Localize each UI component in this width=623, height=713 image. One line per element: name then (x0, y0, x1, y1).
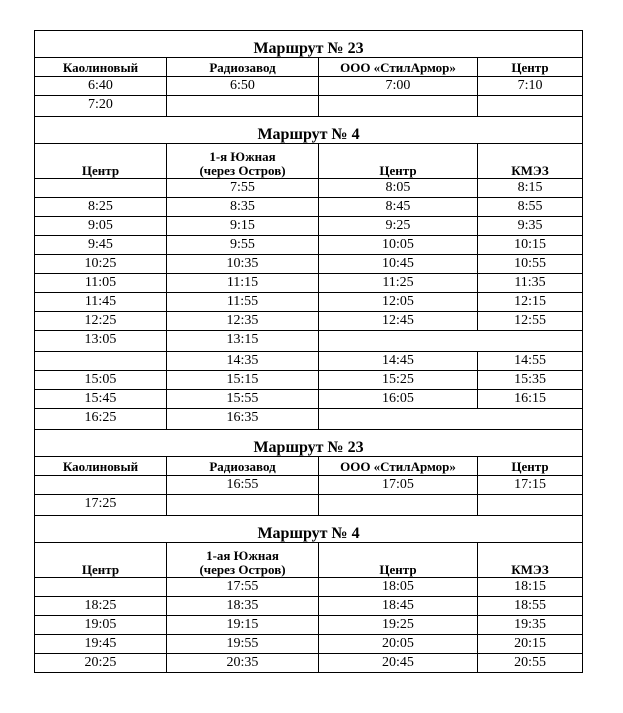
time-cell: 18:25 (35, 597, 167, 616)
time-cell: 7:20 (35, 96, 167, 117)
table-row (35, 476, 583, 495)
time-cell: 16:05 (319, 390, 478, 409)
time-cell: 17:55 (167, 578, 319, 597)
time-cell (319, 409, 583, 430)
route-title-row (35, 430, 583, 457)
time-cell: 20:15 (478, 635, 583, 654)
column-header-row (35, 457, 583, 476)
time-cell: 9:05 (35, 217, 167, 236)
column-header: КМЭЗ (478, 144, 583, 179)
time-cell: 8:45 (319, 198, 478, 217)
time-cell: 8:55 (478, 198, 583, 217)
time-cell: 12:05 (319, 293, 478, 312)
time-cell: 13:15 (167, 331, 319, 352)
time-cell: 11:45 (35, 293, 167, 312)
time-cell: 9:45 (35, 236, 167, 255)
time-cell: 17:15 (478, 476, 583, 495)
time-cell: 18:45 (319, 597, 478, 616)
time-cell: 12:15 (478, 293, 583, 312)
time-cell: 20:35 (167, 654, 319, 673)
time-cell (35, 352, 167, 371)
time-cell: 19:15 (167, 616, 319, 635)
column-header: Центр (478, 457, 583, 476)
column-header: Центр (478, 58, 583, 77)
column-header-row (35, 543, 583, 578)
route-title: Маршрут № 23 (35, 430, 583, 457)
table-row (35, 293, 583, 312)
time-cell: 11:05 (35, 274, 167, 293)
column-header: ООО «СтилАрмор» (319, 58, 478, 77)
time-cell: 12:25 (35, 312, 167, 331)
time-cell: 9:55 (167, 236, 319, 255)
time-cell: 8:25 (35, 198, 167, 217)
time-cell: 10:05 (319, 236, 478, 255)
table-row (35, 578, 583, 597)
time-cell: 10:55 (478, 255, 583, 274)
time-cell: 10:25 (35, 255, 167, 274)
time-cell: 19:55 (167, 635, 319, 654)
route-title-row (35, 117, 583, 144)
time-cell: 6:40 (35, 77, 167, 96)
time-cell: 16:15 (478, 390, 583, 409)
time-cell: 14:35 (167, 352, 319, 371)
time-cell: 11:15 (167, 274, 319, 293)
time-cell: 13:05 (35, 331, 167, 352)
time-cell: 9:35 (478, 217, 583, 236)
table-row (35, 616, 583, 635)
time-cell: 15:25 (319, 371, 478, 390)
time-cell (478, 495, 583, 516)
column-header: Центр (35, 144, 167, 179)
time-cell: 8:15 (478, 179, 583, 198)
route-title-row (35, 516, 583, 543)
column-header: ООО «СтилАрмор» (319, 457, 478, 476)
time-cell: 18:55 (478, 597, 583, 616)
time-cell: 19:35 (478, 616, 583, 635)
time-cell: 12:45 (319, 312, 478, 331)
time-cell: 19:25 (319, 616, 478, 635)
time-cell (167, 96, 319, 117)
time-cell: 10:35 (167, 255, 319, 274)
column-header: Центр (35, 543, 167, 578)
time-cell: 14:55 (478, 352, 583, 371)
time-cell (167, 495, 319, 516)
time-cell: 8:05 (319, 179, 478, 198)
time-cell: 11:55 (167, 293, 319, 312)
time-cell: 12:35 (167, 312, 319, 331)
time-cell: 15:05 (35, 371, 167, 390)
table-row (35, 198, 583, 217)
table-row (35, 352, 583, 371)
time-cell: 14:45 (319, 352, 478, 371)
route-title: Маршрут № 4 (35, 516, 583, 543)
time-cell: 17:05 (319, 476, 478, 495)
column-header: Радиозавод (167, 58, 319, 77)
table-row (35, 331, 583, 352)
time-cell: 20:05 (319, 635, 478, 654)
time-cell: 6:50 (167, 77, 319, 96)
table-row (35, 635, 583, 654)
time-cell: 9:15 (167, 217, 319, 236)
time-cell: 11:35 (478, 274, 583, 293)
table-row (35, 597, 583, 616)
time-cell: 19:45 (35, 635, 167, 654)
time-cell: 10:15 (478, 236, 583, 255)
time-cell (319, 96, 478, 117)
time-cell: 18:05 (319, 578, 478, 597)
time-cell: 15:45 (35, 390, 167, 409)
time-cell: 10:45 (319, 255, 478, 274)
time-cell: 20:25 (35, 654, 167, 673)
table-row (35, 77, 583, 96)
time-cell (35, 179, 167, 198)
time-cell: 7:55 (167, 179, 319, 198)
time-cell: 19:05 (35, 616, 167, 635)
route-title: Маршрут № 23 (35, 31, 583, 58)
column-header: Радиозавод (167, 457, 319, 476)
time-cell: 12:55 (478, 312, 583, 331)
table-row (35, 495, 583, 516)
time-cell: 9:25 (319, 217, 478, 236)
time-cell: 18:15 (478, 578, 583, 597)
time-cell: 20:45 (319, 654, 478, 673)
route-title-row (35, 31, 583, 58)
time-cell: 15:55 (167, 390, 319, 409)
time-cell: 16:55 (167, 476, 319, 495)
table-row (35, 312, 583, 331)
time-cell: 7:10 (478, 77, 583, 96)
table-row (35, 236, 583, 255)
time-cell (319, 331, 583, 352)
table-row (35, 390, 583, 409)
time-cell: 20:55 (478, 654, 583, 673)
column-header: Центр (319, 543, 478, 578)
time-cell (319, 495, 478, 516)
column-header: Центр (319, 144, 478, 179)
table-row (35, 371, 583, 390)
table-row (35, 255, 583, 274)
table-row (35, 409, 583, 430)
time-cell: 18:35 (167, 597, 319, 616)
timetable (34, 30, 583, 673)
time-cell: 16:25 (35, 409, 167, 430)
time-cell: 7:00 (319, 77, 478, 96)
column-header: КМЭЗ (478, 543, 583, 578)
time-cell: 15:15 (167, 371, 319, 390)
time-cell: 16:35 (167, 409, 319, 430)
table-row (35, 217, 583, 236)
column-header: 1-я Южная (через Остров) (167, 144, 319, 179)
column-header-row (35, 144, 583, 179)
time-cell: 8:35 (167, 198, 319, 217)
time-cell: 17:25 (35, 495, 167, 516)
column-header: 1-ая Южная (через Остров) (167, 543, 319, 578)
time-cell (478, 96, 583, 117)
time-cell: 15:35 (478, 371, 583, 390)
column-header-row (35, 58, 583, 77)
route-title: Маршрут № 4 (35, 117, 583, 144)
time-cell (35, 476, 167, 495)
table-row (35, 654, 583, 673)
table-row (35, 274, 583, 293)
table-row (35, 96, 583, 117)
time-cell: 11:25 (319, 274, 478, 293)
table-row (35, 179, 583, 198)
time-cell (35, 578, 167, 597)
column-header: Каолиновый (35, 58, 167, 77)
timetable-body (35, 31, 583, 673)
column-header: Каолиновый (35, 457, 167, 476)
